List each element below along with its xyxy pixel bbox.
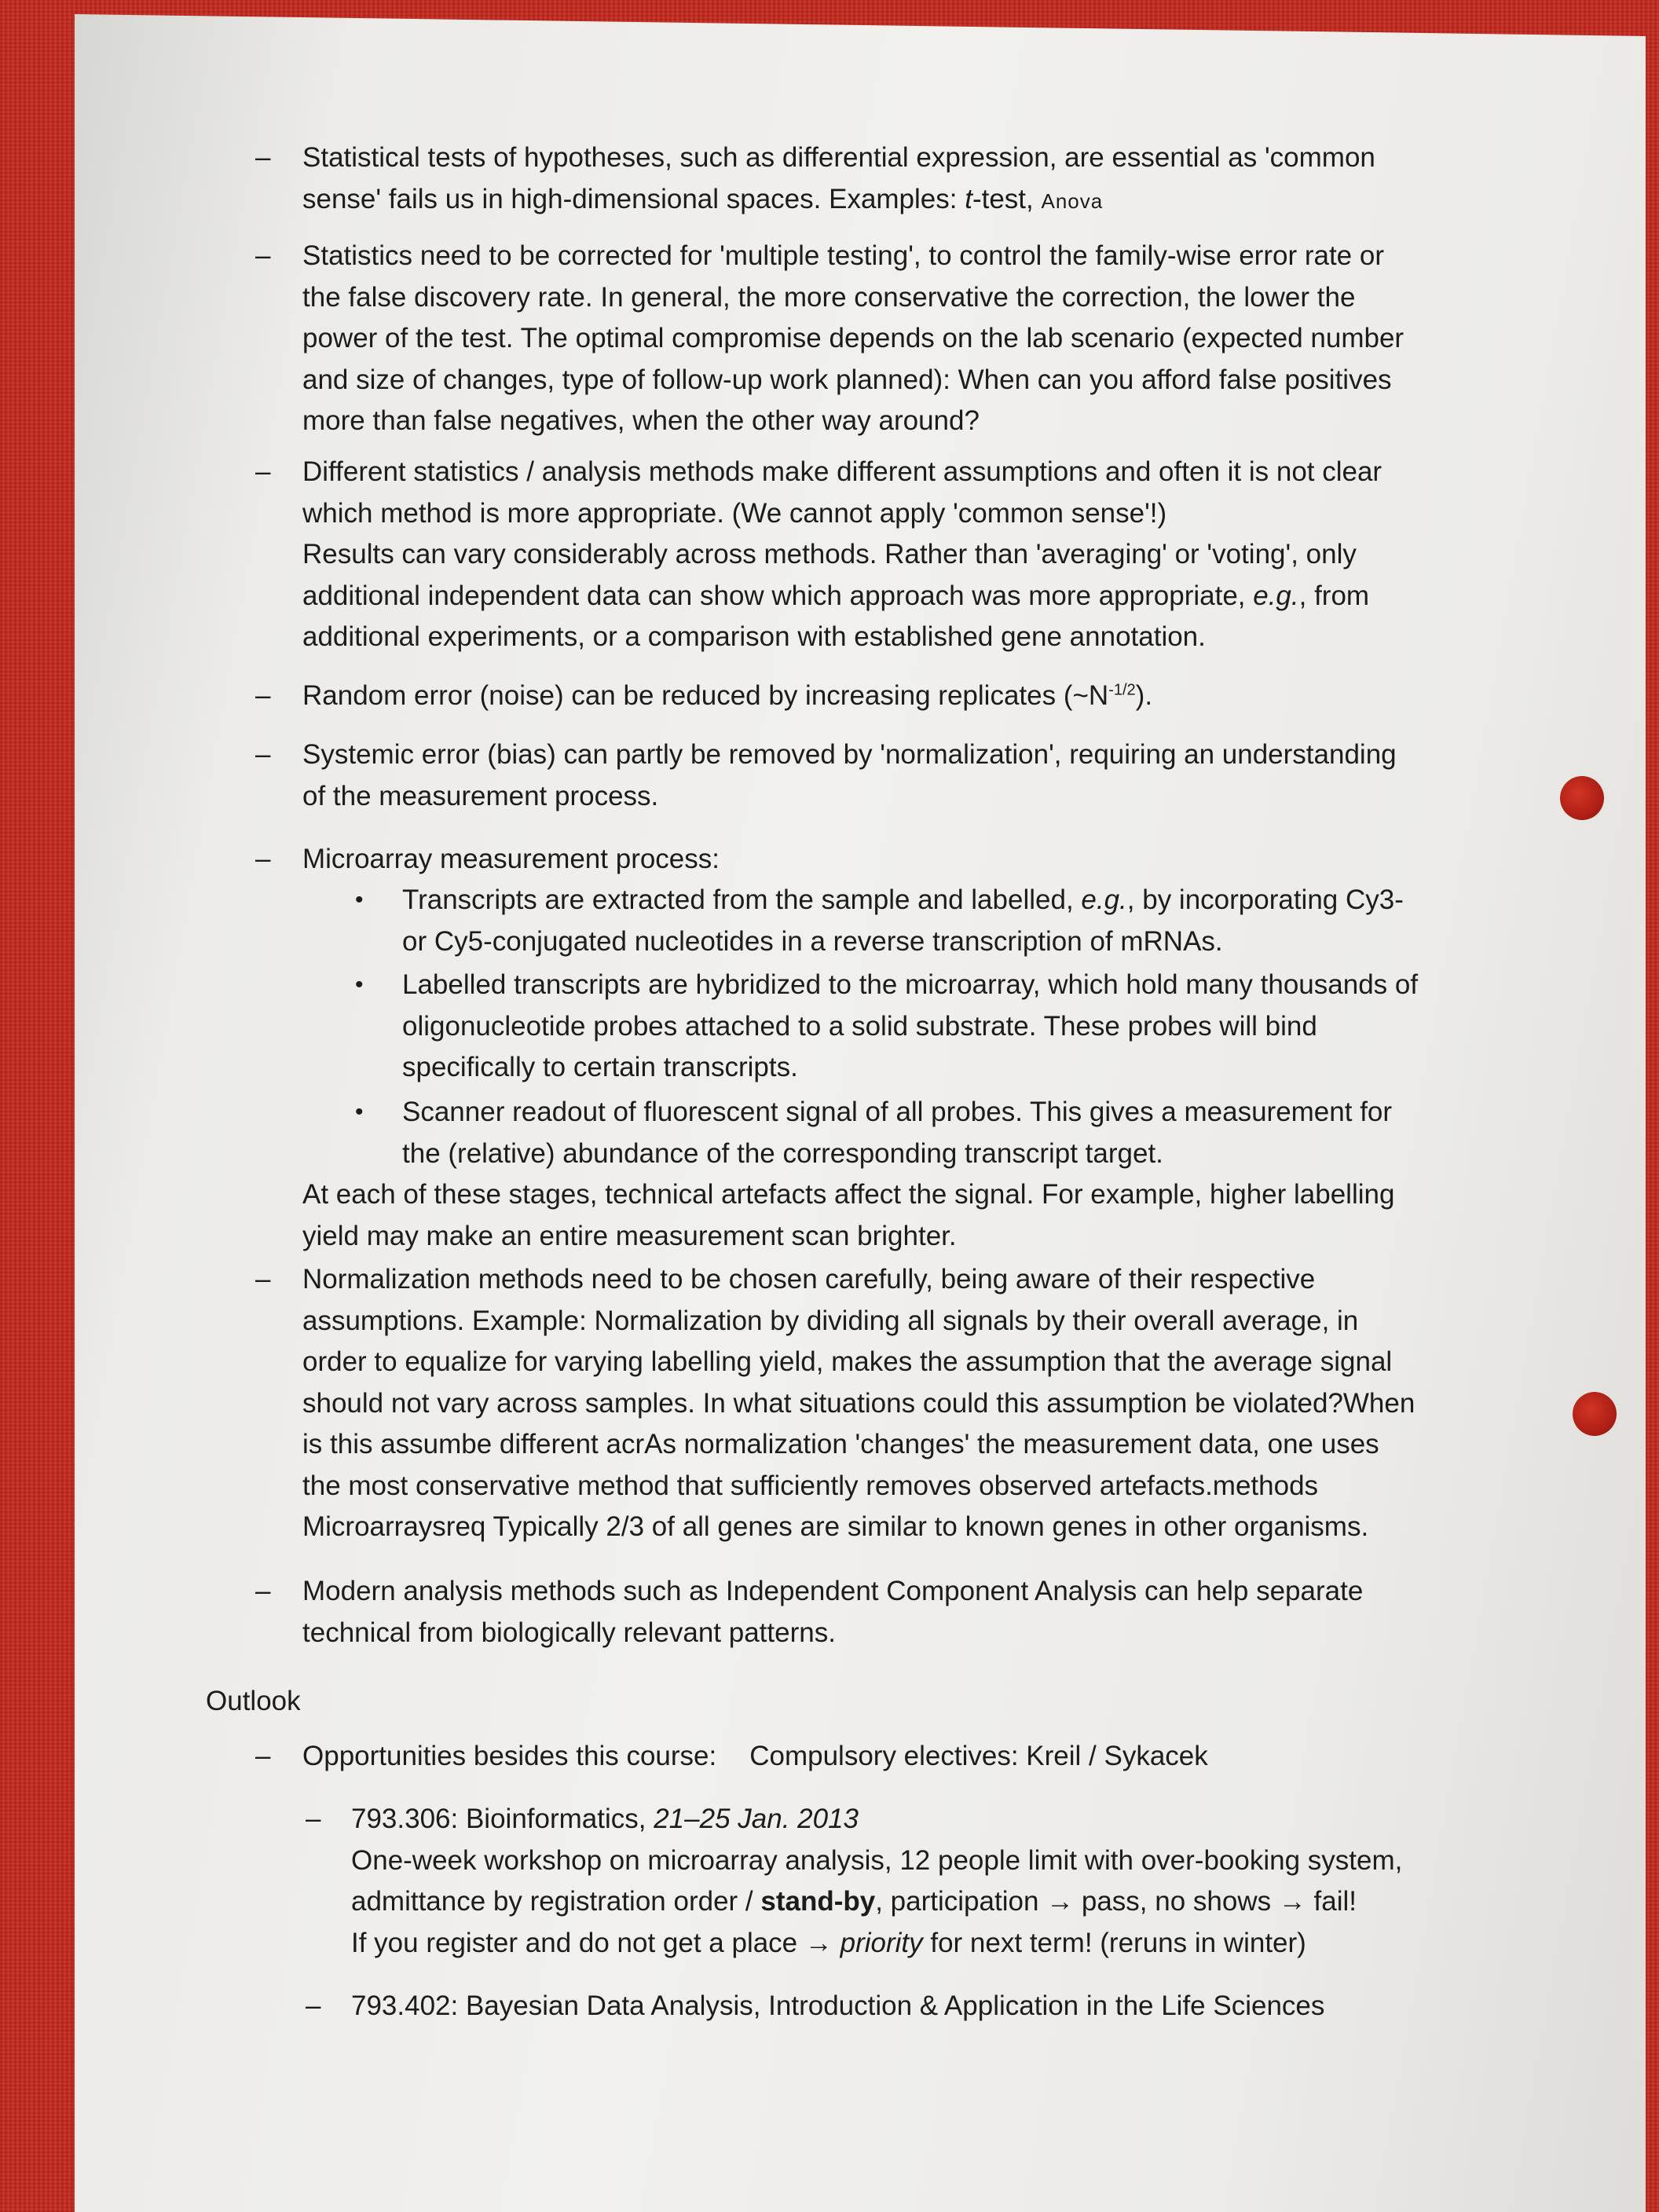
dash-marker: – (255, 1741, 271, 1771)
text-line: Modern analysis methods such as Independent Component Analysis can help separate (302, 1576, 1364, 1606)
bullet-item (355, 880, 1518, 962)
text-line: more than false negatives, when the other way around? (302, 405, 980, 436)
text-line: of the measurement process. (302, 780, 659, 811)
text-line: Scanner readout of fluorescent signal of all probes. This gives a measurement for (402, 1097, 1393, 1127)
text-line: the most conservative method that sufficiently removes observed artefacts.methods (302, 1470, 1319, 1501)
text-line: Transcripts are extracted from the sample and labelled, e.g., by incorporating Cy3- (402, 884, 1404, 915)
bullet-item (355, 1092, 1518, 1174)
text-line: yield may make an entire measurement scan brighter. (302, 1220, 957, 1251)
list-item (255, 1571, 1516, 1654)
text-line: Opportunities besides this course: Compulsory electives: Kreil / Sykacek (302, 1741, 1208, 1771)
text-line: power of the test. The optimal compromise depends on the lab scenario (expected number (302, 323, 1404, 353)
text-line: If you register and do not get a place → priority for next term! (reruns in winter) (351, 1927, 1306, 1958)
dash-marker: – (255, 240, 271, 271)
text-line: should not vary across samples. In what situations could this assumption be violated?When (302, 1387, 1415, 1419)
text-line: Microarraysreq Typically 2/3 of all genes are similar to known genes in other organisms. (302, 1511, 1369, 1542)
text-line: which method is more appropriate. (We cannot apply 'common sense'!) (302, 497, 1167, 529)
text-line: the false discovery rate. In general, the more conservative the correction, the lower the (302, 281, 1356, 313)
red-dot-mark (1573, 1392, 1617, 1436)
text-line: additional experiments, or a comparison with established gene annotation. (302, 621, 1206, 652)
text-line: Results can vary considerably across methods. Rather than 'averaging' or 'voting', only (302, 539, 1357, 569)
text-line: admittance by registration order / stand-by, participation → pass, no shows → fail! (351, 1886, 1357, 1917)
dash-marker: – (255, 739, 271, 770)
list-item (255, 676, 1516, 717)
dash-marker: – (255, 680, 271, 711)
text-line: Random error (noise) can be reduced by increasing replicates $(\sim N^{-1/2})$. (302, 680, 1153, 711)
section-heading-outlook: Outlook (206, 1686, 301, 1716)
list-item (255, 452, 1516, 658)
dash-marker: – (306, 1990, 321, 2021)
text-line: Statistics need to be corrected for 'multiple testing', to control the family-wise error rate or (302, 240, 1384, 271)
text-line: Microarray measurement process: (302, 844, 720, 874)
bullet-item (355, 965, 1518, 1089)
course-item (306, 1986, 1522, 2027)
list-item (255, 839, 1516, 881)
dash-marker: – (255, 456, 271, 487)
course-title: 793.402: Bayesian Data Analysis, Introduction & Application in the Life Sciences (351, 1990, 1325, 2021)
text-line: Different statistics / analysis methods make different assumptions and often it is not clear (302, 456, 1382, 487)
text-line: At each of these stages, technical artefacts affect the signal. For example, higher labelling (302, 1179, 1395, 1210)
list-item (255, 236, 1516, 442)
text-line: sense' fails us in high-dimensional spaces. Examples: t-test, Anova (302, 183, 1104, 214)
dash-marker: – (306, 1804, 321, 1834)
bullet-marker: • (355, 1099, 364, 1125)
text-line: and size of changes, type of follow-up work planned): When can you afford false positives (302, 364, 1392, 395)
text-line: specifically to certain transcripts. (402, 1052, 798, 1082)
text-line: Systemic error (bias) can partly be removed by 'normalization', requiring an understanding (302, 739, 1397, 770)
bullet-marker: • (355, 887, 364, 913)
dash-marker: – (255, 142, 271, 173)
text-line: or Cy5-conjugated nucleotides in a reverse transcription of mRNAs. (402, 925, 1223, 957)
text-line: assumptions. Example: Normalization by dividing all signals by their overall average, in (302, 1305, 1359, 1336)
text-line: is this assumbe different acrAs normalization 'changes' the measurement data, one uses (302, 1429, 1379, 1459)
paragraph (302, 1174, 1516, 1257)
anova-term: Anova (1041, 189, 1104, 213)
list-item (255, 734, 1516, 817)
list-item (255, 1259, 1516, 1548)
text-line: the (relative) abundance of the corresponding transcript target. (402, 1137, 1163, 1169)
text-line: Normalization methods need to be chosen carefully, being aware of their respective (302, 1264, 1316, 1295)
course-title: 793.306: Bioinformatics, 21–25 Jan. 2013 (351, 1804, 859, 1834)
list-item (255, 137, 1516, 222)
text-line: order to equalize for varying labelling yield, makes the assumption that the average signal (302, 1346, 1393, 1377)
dash-marker: – (255, 844, 271, 874)
dash-marker: – (255, 1264, 271, 1295)
electives-text: Compulsory electives: Kreil / Sykacek (749, 1741, 1208, 1771)
text-line: additional independent data can show which approach was more appropriate, e.g., from (302, 580, 1370, 611)
dash-marker: – (255, 1576, 271, 1606)
text-line: One-week workshop on microarray analysis, 12 people limit with over-booking system, (351, 1844, 1403, 1876)
list-item (255, 1736, 1516, 1778)
red-dot-mark (1560, 776, 1604, 820)
text-line: Statistical tests of hypotheses, such as differential expression, are essential as 'common (302, 142, 1375, 173)
text-line: Labelled transcripts are hybridized to the microarray, which hold many thousands of (402, 969, 1419, 1000)
text-line: technical from biologically relevant patterns. (302, 1617, 836, 1648)
course-item (306, 1799, 1522, 1964)
text-line: oligonucleotide probes attached to a solid substrate. These probes will bind (402, 1010, 1317, 1042)
bullet-marker: • (355, 972, 364, 998)
